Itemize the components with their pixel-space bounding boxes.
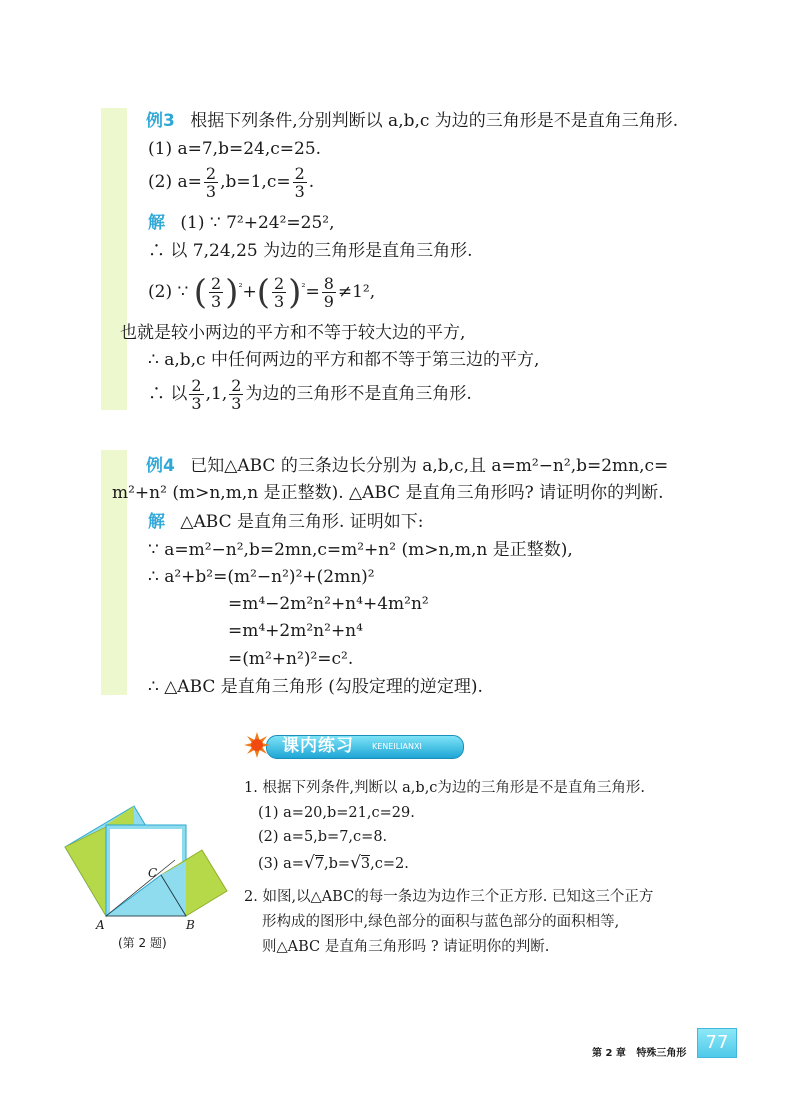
example3-sidebar xyxy=(101,108,127,410)
question-1a: (1) a=20,b=21,c=29. xyxy=(258,805,415,821)
example4-solution-2: ∵ a=m²−n²,b=2mn,c=m²+n² (m>n,m,n 是正整数), xyxy=(148,540,573,560)
example3-solution-1: 解 (1) ∵ 7²+24²=25², xyxy=(148,213,335,233)
example3-cond2: (2) a= $\frac{2}{3}$ ,b=1,c= $\frac{2}{3}$ . xyxy=(148,164,315,201)
question-2-line3: 则△ABC 是直角三角形吗 ? 请证明你的判断. xyxy=(262,939,550,955)
footer-chapter: 第 2 章 特殊三角形 xyxy=(592,1048,687,1059)
example3-solution-2-line4: ∴ 以 $\frac{2}{3}$ ,1, $\frac{2}{3}$ 为边的三角形不是直角三角形. xyxy=(148,376,472,413)
sqrt-icon: √ xyxy=(350,853,361,873)
fraction: $\frac{2}{3}$ xyxy=(231,376,242,413)
example3-solution-2-line3: ∴ a,b,c 中任何两边的平方和都不等于第三边的平方, xyxy=(148,350,540,370)
point-label-b: B xyxy=(186,918,195,932)
sun-icon xyxy=(244,732,270,758)
solution-label: 解 xyxy=(148,512,165,532)
example4-solution-6: =(m²+n²)²=c². xyxy=(228,649,354,669)
fraction: $\frac{2}{3}$ xyxy=(294,164,305,201)
example4-line2: m²+n² (m>n,m,n 是正整数). △ABC 是直角三角形吗? 请证明你的判断. xyxy=(112,483,664,503)
point-label-a: A xyxy=(96,918,105,932)
practice-banner xyxy=(244,730,464,760)
sqrt-icon: √ xyxy=(303,853,315,873)
example4-solution-7: ∴ △ABC 是直角三角形 (勾股定理的逆定理). xyxy=(148,677,483,697)
example3-label: 例3 xyxy=(146,111,175,131)
fraction: $\frac{2}{3}$ xyxy=(191,376,202,413)
example4-label: 例4 xyxy=(146,456,175,476)
question-1c: (3) a=√7,b=√3,c=2. xyxy=(258,853,409,873)
figure-caption: (第 2 题) xyxy=(118,936,167,950)
point-label-c: C xyxy=(148,866,158,880)
question-1: 1. 根据下列条件,判断以 a,b,c为边的三角形是不是直角三角形. xyxy=(244,780,646,796)
example3-title: 根据下列条件,分别判断以 a,b,c 为边的三角形是不是直角三角形. xyxy=(190,111,679,131)
fraction: $\frac{8}{9}$ xyxy=(323,274,334,311)
example4-solution-5: =m⁴+2m²n²+n⁴ xyxy=(228,621,363,641)
example4-solution-3: ∴ a²+b²=(m²−n²)²+(2mn)² xyxy=(148,567,375,587)
fraction: $\frac{2}{3}$ xyxy=(273,274,285,311)
fraction: $\frac{2}{3}$ xyxy=(210,274,222,311)
question-2-line1: 2. 如图,以△ABC的每一条边为边作三个正方形. 已知这三个正方 xyxy=(244,889,654,905)
example4-line1: 例4 已知△ABC 的三条边长分别为 a,b,c,且 a=m²−n²,b=2mn,c= xyxy=(146,456,669,476)
question-2-line2: 形构成的图形中,绿色部分的面积与蓝色部分的面积相等, xyxy=(262,914,620,930)
banner-title: 课内练习 xyxy=(282,736,354,756)
example4-solution-1: 解 △ABC 是直角三角形. 证明如下: xyxy=(148,512,424,532)
example3-solution-1-conclusion: ∴ 以 7,24,25 为边的三角形是直角三角形. xyxy=(148,241,473,261)
page-number-box xyxy=(697,1028,737,1058)
example4-solution-4: =m⁴−2m²n²+n⁴+4m²n² xyxy=(228,594,429,614)
example3-title-line xyxy=(146,110,678,132)
example3-solution-2-line2: 也就是较小两边的平方和不等于较大边的平方, xyxy=(120,323,466,343)
example3-solution-2: (2) ∵ ( $\frac{2}{3}$ )$^{^2}$+( $\frac{2}{3}$ )$^{^2}$= $\frac{8}{9}$ ≠1², xyxy=(148,272,376,313)
page-number: 77 xyxy=(705,1032,729,1053)
question-1b: (2) a=5,b=7,c=8. xyxy=(258,829,388,845)
solution-label: 解 xyxy=(148,213,165,233)
fraction: $\frac{2}{3}$ xyxy=(205,164,217,201)
example3-cond1: (1) a=7,b=24,c=25. xyxy=(148,139,322,159)
banner-subtitle: KENEILIANXI xyxy=(372,742,422,751)
